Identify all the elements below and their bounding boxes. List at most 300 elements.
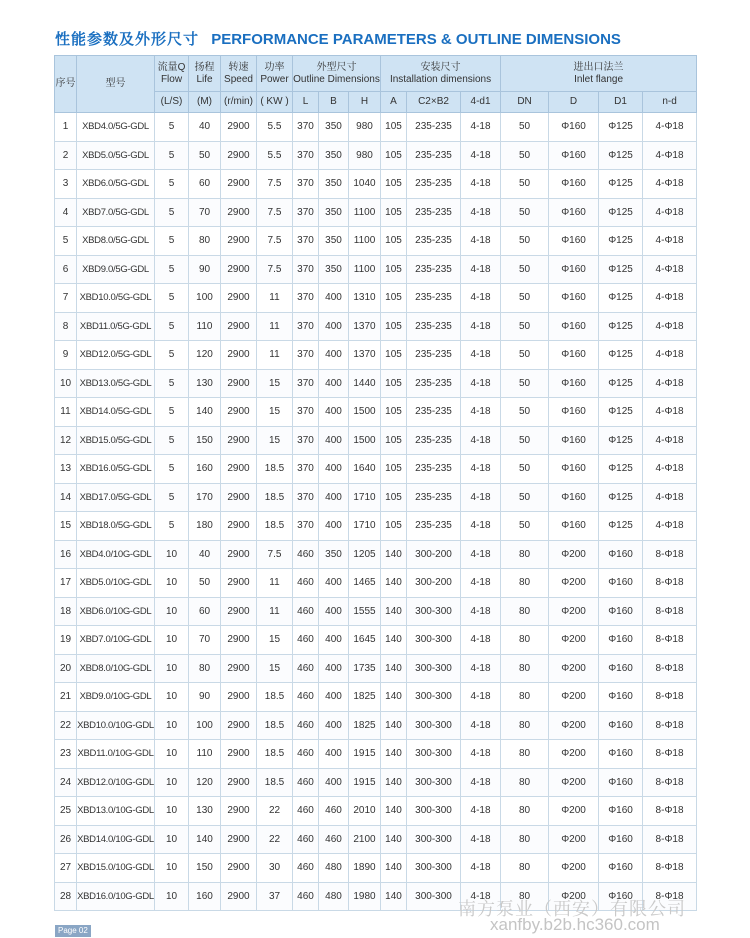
table-cell: 80	[501, 683, 549, 712]
table-cell: 2900	[221, 369, 257, 398]
table-cell: 11	[257, 597, 293, 626]
table-cell: 2900	[221, 198, 257, 227]
table-cell: 400	[319, 597, 349, 626]
table-cell: 140	[189, 825, 221, 854]
table-cell: 50	[189, 569, 221, 598]
table-cell: 8-Φ18	[643, 825, 697, 854]
table-cell: 50	[501, 483, 549, 512]
table-cell: 235-235	[407, 141, 461, 170]
table-cell: 110	[189, 740, 221, 769]
table-cell: 370	[293, 227, 319, 256]
table-cell: 400	[319, 398, 349, 427]
table-cell: 7.5	[257, 170, 293, 199]
model-cell: XBD16.0/5G-GDL	[77, 455, 155, 484]
table-cell: Φ160	[599, 882, 643, 911]
table-cell: 8-Φ18	[643, 740, 697, 769]
table-row	[55, 797, 697, 826]
unit-l: L	[293, 92, 319, 113]
table-cell: 105	[381, 170, 407, 199]
table-cell: 5	[155, 369, 189, 398]
table-cell: 460	[293, 626, 319, 655]
table-cell: 350	[319, 198, 349, 227]
table-cell: 300-300	[407, 711, 461, 740]
table-cell: 105	[381, 198, 407, 227]
table-cell: 400	[319, 483, 349, 512]
table-cell: 80	[501, 854, 549, 883]
table-cell: 480	[319, 882, 349, 911]
table-cell: 2900	[221, 768, 257, 797]
table-cell: 370	[293, 113, 319, 142]
table-cell: Φ200	[549, 740, 599, 769]
table-cell: 37	[257, 882, 293, 911]
table-cell: 460	[293, 854, 319, 883]
table-row	[55, 312, 697, 341]
table-cell: Φ160	[599, 597, 643, 626]
table-row	[55, 113, 697, 142]
table-cell: 50	[501, 170, 549, 199]
table-cell: 370	[293, 198, 319, 227]
table-row	[55, 398, 697, 427]
table-cell: 6	[55, 255, 77, 284]
table-cell: 1645	[349, 626, 381, 655]
table-cell: 2900	[221, 227, 257, 256]
table-cell: 370	[293, 341, 319, 370]
table-cell: 2900	[221, 341, 257, 370]
table-cell: 28	[55, 882, 77, 911]
table-cell: 370	[293, 398, 319, 427]
table-cell: 18.5	[257, 768, 293, 797]
table-cell: 235-235	[407, 170, 461, 199]
table-cell: 4-18	[461, 740, 501, 769]
table-cell: 23	[55, 740, 77, 769]
table-cell: 4-Φ18	[643, 455, 697, 484]
table-cell: Φ125	[599, 369, 643, 398]
table-cell: 105	[381, 455, 407, 484]
table-cell: 5	[55, 227, 77, 256]
table-cell: 235-235	[407, 512, 461, 541]
table-cell: Φ160	[549, 170, 599, 199]
table-row	[55, 597, 697, 626]
table-cell: 8-Φ18	[643, 540, 697, 569]
table-cell: Φ200	[549, 825, 599, 854]
table-cell: 80	[501, 711, 549, 740]
table-cell: 8-Φ18	[643, 654, 697, 683]
table-cell: 180	[189, 512, 221, 541]
table-cell: 22	[55, 711, 77, 740]
table-cell: Φ160	[549, 483, 599, 512]
table-cell: 80	[501, 569, 549, 598]
table-cell: Φ125	[599, 512, 643, 541]
table-cell: 2900	[221, 569, 257, 598]
table-cell: 4-18	[461, 398, 501, 427]
table-cell: Φ160	[549, 398, 599, 427]
table-cell: 370	[293, 455, 319, 484]
table-cell: 1825	[349, 683, 381, 712]
model-cell: XBD18.0/5G-GDL	[77, 512, 155, 541]
table-cell: 460	[293, 740, 319, 769]
table-cell: 105	[381, 284, 407, 313]
table-cell: Φ160	[549, 284, 599, 313]
table-cell: 15	[257, 654, 293, 683]
table-cell: 5	[155, 341, 189, 370]
table-cell: 235-235	[407, 483, 461, 512]
table-cell: 40	[189, 113, 221, 142]
table-cell: 16	[55, 540, 77, 569]
unit-b: B	[319, 92, 349, 113]
unit-life: (M)	[189, 92, 221, 113]
table-cell: Φ125	[599, 113, 643, 142]
table-cell: 40	[189, 540, 221, 569]
table-cell: Φ160	[599, 683, 643, 712]
table-cell: 50	[501, 455, 549, 484]
table-cell: 60	[189, 597, 221, 626]
table-cell: 4-Φ18	[643, 198, 697, 227]
table-cell: 3	[55, 170, 77, 199]
table-cell: 460	[293, 683, 319, 712]
table-cell: 4-18	[461, 597, 501, 626]
table-cell: 10	[55, 369, 77, 398]
table-cell: 2100	[349, 825, 381, 854]
table-cell: 1500	[349, 426, 381, 455]
table-row	[55, 455, 697, 484]
table-cell: 4-Φ18	[643, 141, 697, 170]
table-cell: Φ125	[599, 312, 643, 341]
model-cell: XBD14.0/5G-GDL	[77, 398, 155, 427]
table-cell: 350	[319, 255, 349, 284]
table-cell: 5.5	[257, 141, 293, 170]
table-cell: 80	[501, 768, 549, 797]
table-cell: 2900	[221, 540, 257, 569]
table-cell: 11	[257, 284, 293, 313]
table-cell: 22	[257, 825, 293, 854]
table-cell: 10	[155, 797, 189, 826]
table-cell: 7	[55, 284, 77, 313]
table-cell: 1440	[349, 369, 381, 398]
table-cell: 300-200	[407, 569, 461, 598]
table-cell: 7.5	[257, 255, 293, 284]
table-cell: Φ125	[599, 141, 643, 170]
table-cell: 4-18	[461, 569, 501, 598]
table-row	[55, 170, 697, 199]
table-cell: Φ160	[599, 569, 643, 598]
table-cell: Φ200	[549, 797, 599, 826]
table-cell: 2900	[221, 312, 257, 341]
table-row	[55, 854, 697, 883]
watermark-url: xanfby.b2b.hc360.com	[490, 915, 660, 934]
model-cell: XBD11.0/10G-GDL	[77, 740, 155, 769]
table-cell: 4-Φ18	[643, 255, 697, 284]
table-cell: 300-300	[407, 797, 461, 826]
model-cell: XBD10.0/10G-GDL	[77, 711, 155, 740]
table-cell: 11	[257, 569, 293, 598]
table-cell: 4-Φ18	[643, 341, 697, 370]
table-cell: 5	[155, 198, 189, 227]
header-speed: 转速 Speed	[221, 56, 257, 92]
table-cell: 4-18	[461, 483, 501, 512]
table-cell: 1640	[349, 455, 381, 484]
page-number-badge: Page 02	[55, 925, 91, 937]
table-cell: 4-18	[461, 626, 501, 655]
table-cell: 5	[155, 141, 189, 170]
table-cell: 2	[55, 141, 77, 170]
table-cell: 50	[501, 341, 549, 370]
table-cell: 300-300	[407, 740, 461, 769]
table-cell: 160	[189, 882, 221, 911]
model-cell: XBD17.0/5G-GDL	[77, 483, 155, 512]
table-cell: 20	[55, 654, 77, 683]
watermark-company: 南方泵业（西安）有限公司	[458, 899, 686, 919]
table-cell: 4-18	[461, 255, 501, 284]
table-cell: 1100	[349, 255, 381, 284]
model-cell: XBD4.0/5G-GDL	[77, 113, 155, 142]
table-cell: 350	[319, 141, 349, 170]
table-cell: 170	[189, 483, 221, 512]
table-cell: 2010	[349, 797, 381, 826]
table-cell: 980	[349, 141, 381, 170]
table-cell: 25	[55, 797, 77, 826]
unit-power: ( KW )	[257, 92, 293, 113]
table-cell: 150	[189, 426, 221, 455]
table-cell: 9	[55, 341, 77, 370]
table-cell: 8-Φ18	[643, 683, 697, 712]
table-cell: 1980	[349, 882, 381, 911]
table-row	[55, 740, 697, 769]
table-cell: Φ125	[599, 284, 643, 313]
model-cell: XBD5.0/5G-GDL	[77, 141, 155, 170]
table-cell: Φ160	[599, 768, 643, 797]
table-cell: 80	[189, 654, 221, 683]
table-cell: 12	[55, 426, 77, 455]
table-cell: 140	[381, 654, 407, 683]
header-life: 扬程 Life	[189, 56, 221, 92]
table-cell: 300-200	[407, 540, 461, 569]
table-cell: 15	[257, 626, 293, 655]
model-cell: XBD12.0/10G-GDL	[77, 768, 155, 797]
table-cell: 5	[155, 398, 189, 427]
model-cell: XBD7.0/5G-GDL	[77, 198, 155, 227]
table-cell: 400	[319, 426, 349, 455]
table-cell: 160	[189, 455, 221, 484]
table-cell: 10	[155, 854, 189, 883]
table-cell: 105	[381, 312, 407, 341]
table-cell: 2900	[221, 141, 257, 170]
table-cell: 235-235	[407, 284, 461, 313]
table-cell: 50	[501, 255, 549, 284]
table-cell: 4-18	[461, 312, 501, 341]
table-cell: 370	[293, 255, 319, 284]
table-cell: 235-235	[407, 113, 461, 142]
model-cell: XBD8.0/10G-GDL	[77, 654, 155, 683]
header-outline: 外型尺寸 Outline Dimensions	[293, 56, 381, 92]
table-row	[55, 227, 697, 256]
model-cell: XBD15.0/10G-GDL	[77, 854, 155, 883]
table-cell: 4-18	[461, 882, 501, 911]
table-cell: Φ160	[599, 711, 643, 740]
table-cell: 105	[381, 341, 407, 370]
unit-h: H	[349, 92, 381, 113]
table-cell: 18.5	[257, 740, 293, 769]
table-row	[55, 198, 697, 227]
table-cell: 400	[319, 512, 349, 541]
table-cell: 80	[501, 882, 549, 911]
table-cell: 370	[293, 141, 319, 170]
table-cell: 350	[319, 113, 349, 142]
table-cell: 105	[381, 483, 407, 512]
table-cell: 8-Φ18	[643, 597, 697, 626]
table-cell: 70	[189, 626, 221, 655]
table-cell: 1890	[349, 854, 381, 883]
table-cell: 4-18	[461, 540, 501, 569]
table-cell: Φ160	[599, 740, 643, 769]
table-cell: 26	[55, 825, 77, 854]
table-cell: 8-Φ18	[643, 768, 697, 797]
table-cell: 1205	[349, 540, 381, 569]
table-cell: Φ160	[599, 654, 643, 683]
table-row	[55, 483, 697, 512]
table-cell: 1555	[349, 597, 381, 626]
unit-nd: n-d	[643, 92, 697, 113]
table-cell: 2900	[221, 854, 257, 883]
model-cell: XBD13.0/5G-GDL	[77, 369, 155, 398]
unit-speed: (r/min)	[221, 92, 257, 113]
table-cell: Φ160	[549, 512, 599, 541]
table-cell: 8	[55, 312, 77, 341]
table-cell: 370	[293, 170, 319, 199]
table-cell: 4-18	[461, 768, 501, 797]
table-cell: 400	[319, 768, 349, 797]
table-cell: 4-18	[461, 797, 501, 826]
header-inlet: 进出口法兰 Inlet flange	[501, 56, 697, 92]
table-cell: 120	[189, 768, 221, 797]
table-cell: Φ160	[599, 540, 643, 569]
table-cell: 1500	[349, 398, 381, 427]
table-cell: 4-18	[461, 369, 501, 398]
table-cell: 350	[319, 170, 349, 199]
table-cell: 300-300	[407, 654, 461, 683]
model-cell: XBD9.0/10G-GDL	[77, 683, 155, 712]
table-cell: 460	[293, 597, 319, 626]
table-cell: 4-18	[461, 227, 501, 256]
table-cell: 4-Φ18	[643, 369, 697, 398]
table-cell: 4-Φ18	[643, 227, 697, 256]
table-cell: 105	[381, 227, 407, 256]
table-cell: 140	[381, 711, 407, 740]
page-title-en: PERFORMANCE PARAMETERS & OUTLINE DIMENSIONS	[211, 31, 621, 48]
table-cell: 19	[55, 626, 77, 655]
table-cell: 14	[55, 483, 77, 512]
model-cell: XBD10.0/5G-GDL	[77, 284, 155, 313]
table-cell: 300-300	[407, 854, 461, 883]
table-cell: 50	[189, 141, 221, 170]
table-cell: 50	[501, 284, 549, 313]
model-cell: XBD13.0/10G-GDL	[77, 797, 155, 826]
table-cell: 140	[189, 398, 221, 427]
table-cell: 4-Φ18	[643, 512, 697, 541]
header-flow: 流量Q Flow	[155, 56, 189, 92]
table-cell: 400	[319, 711, 349, 740]
table-cell: 4-18	[461, 284, 501, 313]
table-cell: 460	[293, 797, 319, 826]
table-cell: 50	[501, 369, 549, 398]
table-cell: 1915	[349, 768, 381, 797]
table-cell: 18.5	[257, 512, 293, 541]
header-no: 序号	[55, 56, 77, 113]
unit-flow: (L/S)	[155, 92, 189, 113]
table-cell: 80	[501, 540, 549, 569]
table-cell: Φ200	[549, 768, 599, 797]
table-cell: 5	[155, 170, 189, 199]
table-cell: 18	[55, 597, 77, 626]
table-cell: 8-Φ18	[643, 882, 697, 911]
table-cell: 80	[501, 597, 549, 626]
table-row	[55, 255, 697, 284]
table-cell: Φ200	[549, 569, 599, 598]
table-cell: 4-18	[461, 170, 501, 199]
table-cell: 460	[293, 825, 319, 854]
table-cell: 18.5	[257, 483, 293, 512]
table-cell: 7.5	[257, 198, 293, 227]
table-cell: 140	[381, 683, 407, 712]
table-cell: 80	[501, 797, 549, 826]
table-cell: 370	[293, 483, 319, 512]
table-cell: 400	[319, 284, 349, 313]
table-cell: 370	[293, 426, 319, 455]
table-cell: Φ200	[549, 654, 599, 683]
table-cell: 2900	[221, 740, 257, 769]
table-cell: 10	[155, 882, 189, 911]
table-cell: 1915	[349, 740, 381, 769]
table-row	[55, 654, 697, 683]
table-cell: 400	[319, 683, 349, 712]
table-cell: 400	[319, 455, 349, 484]
table-cell: 140	[381, 540, 407, 569]
table-cell: 80	[501, 825, 549, 854]
table-cell: 400	[319, 341, 349, 370]
table-cell: Φ125	[599, 227, 643, 256]
table-row	[55, 825, 697, 854]
table-cell: Φ160	[549, 455, 599, 484]
table-cell: 1100	[349, 227, 381, 256]
table-cell: 5	[155, 312, 189, 341]
table-cell: 1370	[349, 312, 381, 341]
table-cell: 400	[319, 626, 349, 655]
table-cell: 2900	[221, 626, 257, 655]
table-cell: 400	[319, 312, 349, 341]
table-cell: 5	[155, 227, 189, 256]
table-cell: 1310	[349, 284, 381, 313]
table-cell: 10	[155, 569, 189, 598]
spec-table-body	[55, 113, 697, 911]
table-cell: 15	[257, 426, 293, 455]
table-cell: 10	[155, 825, 189, 854]
table-cell: 460	[319, 825, 349, 854]
model-cell: XBD14.0/10G-GDL	[77, 825, 155, 854]
table-cell: 235-235	[407, 312, 461, 341]
table-cell: 1825	[349, 711, 381, 740]
table-cell: 2900	[221, 683, 257, 712]
table-cell: 140	[381, 569, 407, 598]
table-cell: 140	[381, 797, 407, 826]
table-row	[55, 426, 697, 455]
table-cell: 350	[319, 227, 349, 256]
table-cell: 100	[189, 284, 221, 313]
table-cell: 50	[501, 426, 549, 455]
table-cell: 90	[189, 683, 221, 712]
table-cell: 370	[293, 369, 319, 398]
table-cell: 4-18	[461, 825, 501, 854]
model-cell: XBD11.0/5G-GDL	[77, 312, 155, 341]
table-row	[55, 369, 697, 398]
